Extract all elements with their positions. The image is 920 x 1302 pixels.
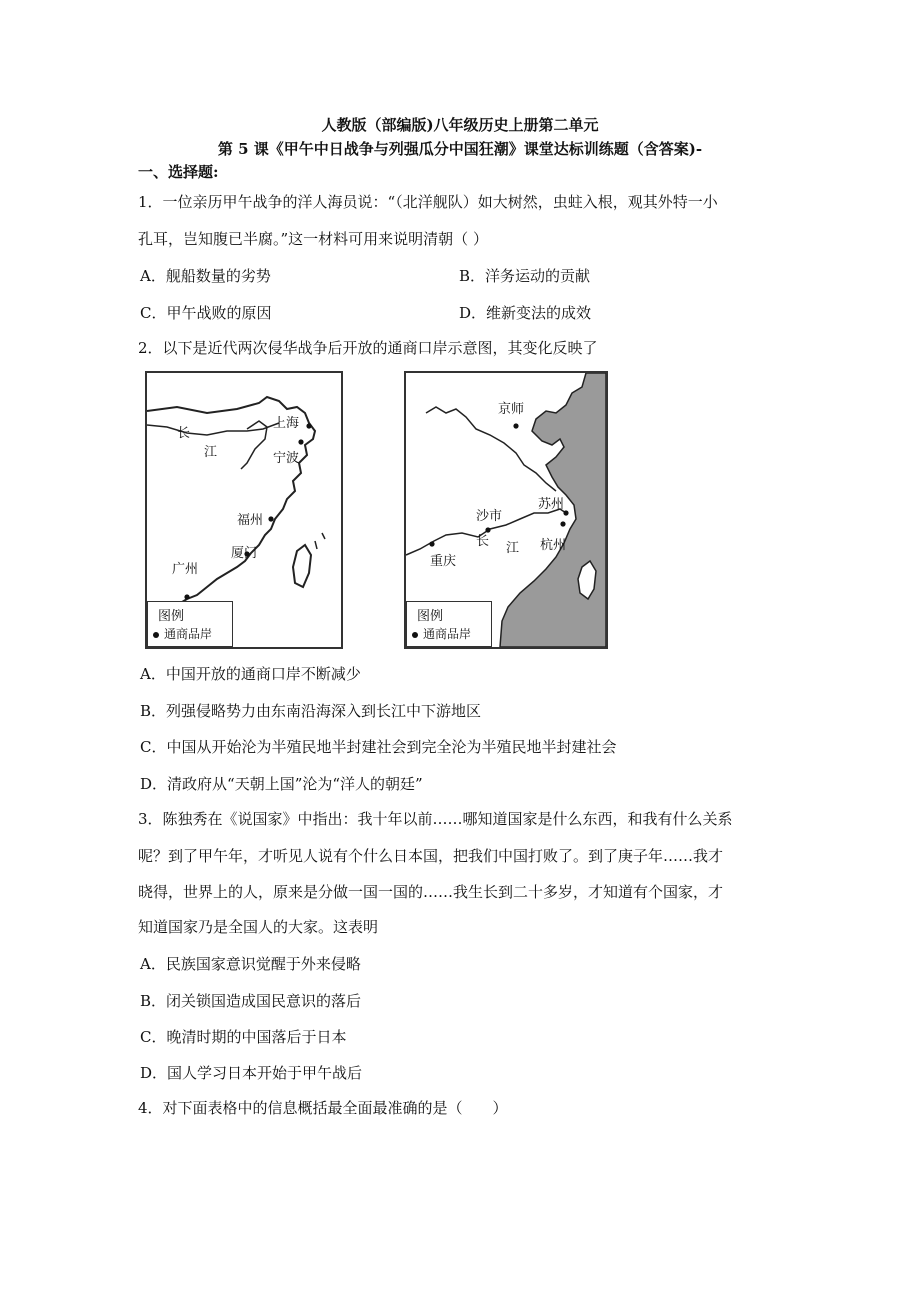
label-jingshi: 京师	[498, 402, 525, 417]
label-suzhou: 苏州	[538, 497, 565, 512]
question-1-option-d: D．维新变法的成效	[459, 304, 592, 322]
question-3-line-4: 知道国家乃是全国人的大家。这表明	[138, 918, 379, 936]
map-1-legend	[147, 601, 233, 647]
question-4-line-1: 4．对下面表格中的信息概括最全面最准确的是（ ）	[138, 1099, 508, 1117]
question-2-option-b: B．列强侵略势力由东南沿海深入到长江中下游地区	[140, 702, 482, 720]
question-1-line-2: 孔耳，岂知腹已半腐。”这一材料可用来说明清朝（ ）	[138, 230, 488, 248]
question-3-option-c: C．晚清时期的中国落后于日本	[140, 1028, 347, 1046]
map-after-ports	[404, 371, 608, 649]
document-title: 人教版（部编版)八年级历史上册第二单元	[321, 116, 599, 134]
port-dot-icon	[153, 632, 159, 638]
port-dot-fuzhou	[268, 516, 273, 521]
port-dot-icon	[412, 632, 418, 638]
question-1-option-a: A．舰船数量的劣势	[140, 267, 271, 285]
port-dot-ningbo	[298, 439, 303, 444]
port-dot-suzhou	[563, 510, 568, 515]
port-dot-shanghai	[306, 423, 311, 428]
label-xiamen: 厦门	[231, 546, 258, 561]
question-2-option-a: A．中国开放的通商口岸不断减少	[140, 665, 361, 683]
question-1-line-1: 1．一位亲历甲午战争的洋人海员说：“（北洋舰队）如大树然，虫蛀入根，观其外特一小	[138, 193, 718, 211]
label-chang: 长	[177, 426, 191, 441]
legend-item: 通商品岸	[412, 625, 471, 642]
question-1-option-b: B．洋务运动的贡献	[459, 267, 591, 285]
legend-title: 图例	[158, 609, 185, 624]
label-shashi: 沙市	[476, 509, 503, 524]
label-jiang: 江	[204, 445, 218, 460]
label-ningbo: 宁波	[273, 451, 300, 466]
question-1-option-c: C．甲午战败的原因	[140, 304, 272, 322]
lesson-title: 第 5 课《甲午中日战争与列强瓜分中国狂潮》课堂达标训练题（含答案)-	[217, 140, 703, 158]
port-dot-guangzhou	[184, 594, 189, 599]
question-2-option-c: C．中国从开始沦为半殖民地半封建社会到完全沦为半殖民地半封建社会	[140, 738, 617, 756]
port-dot-chongqing	[429, 541, 434, 546]
label-fuzhou: 福州	[237, 513, 264, 528]
question-2-line-1: 2．以下是近代两次侵华战争后开放的通商口岸示意图，其变化反映了	[138, 339, 598, 357]
map-before-ports	[145, 371, 343, 649]
label-shanghai: 上海	[273, 416, 300, 431]
question-3-line-1: 3．陈独秀在《说国家》中指出：我十年以前……哪知道国家是什么东西，和我有什么关系	[138, 810, 733, 828]
question-3-option-a: A．民族国家意识觉醒于外来侵略	[140, 955, 361, 973]
section-heading: 一、选择题:	[138, 163, 219, 181]
legend-title: 图例	[417, 609, 444, 624]
port-dot-hangzhou	[560, 521, 565, 526]
legend-item: 通商品岸	[153, 625, 212, 642]
label-jiang: 江	[506, 541, 520, 556]
label-chang: 长	[476, 534, 490, 549]
question-3-line-2: 呢？到了甲午年，才听见人说有个什么日本国，把我们中国打败了。到了庚子年……我才	[138, 847, 724, 865]
map-2-legend	[406, 601, 492, 647]
label-chongqing: 重庆	[430, 554, 457, 569]
question-3-option-d: D．国人学习日本开始于甲午战后	[140, 1064, 363, 1082]
port-dot-jingshi	[513, 423, 518, 428]
label-hangzhou: 杭州	[540, 538, 567, 553]
question-2-option-d: D．清政府从“天朝上国”沦为“洋人的朝廷”	[140, 775, 423, 793]
question-3-line-3: 晓得，世界上的人，原来是分做一国一国的……我生长到二十多岁，才知道有个国家，才	[138, 883, 724, 901]
question-3-option-b: B．闭关锁国造成国民意识的落后	[140, 992, 362, 1010]
label-guangzhou: 广州	[172, 562, 199, 577]
